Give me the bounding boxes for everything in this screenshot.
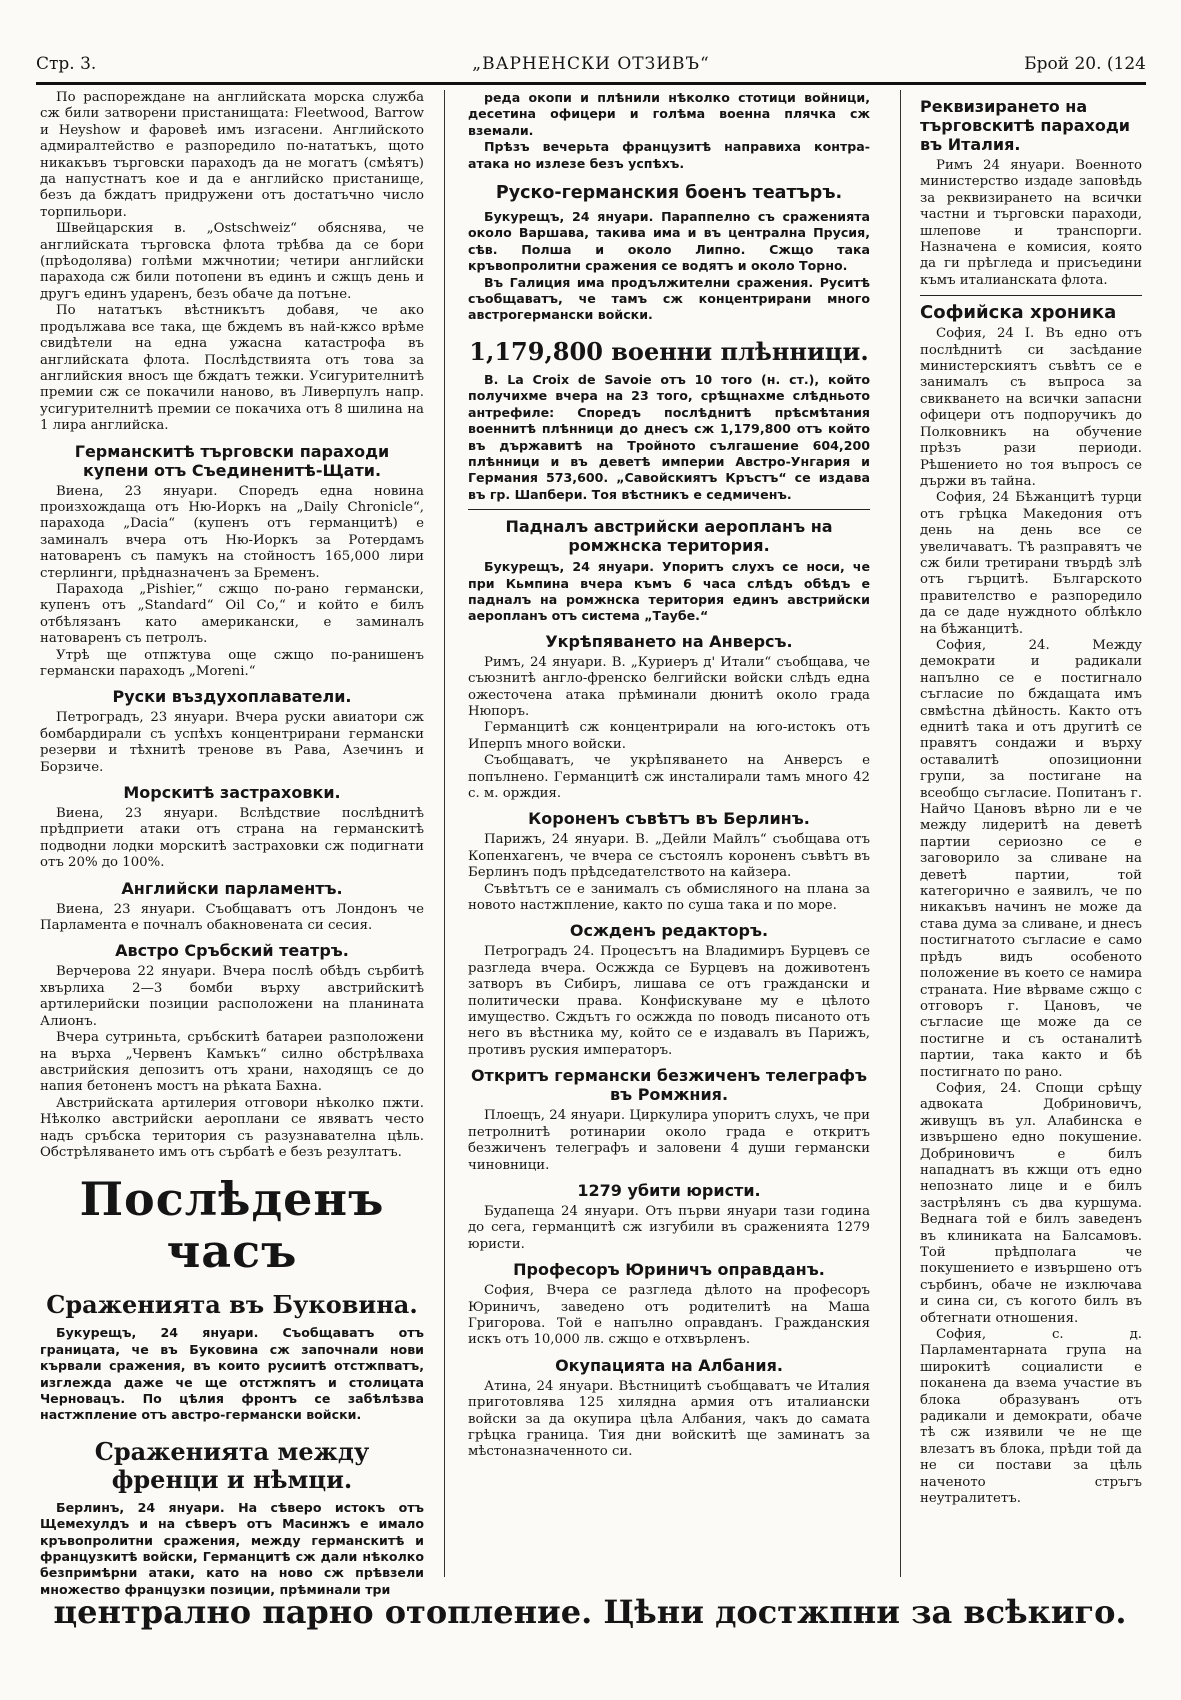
article-paragraph: Германцитѣ сж концентрирали на юго-истокъ отъ Иперпъ много войски. [468, 720, 870, 752]
article-heading: Германскитѣ търговски параходи купени отъ Съединенитѣ-Щати. [74, 441, 390, 480]
article-heading: Укрѣпяването на Анверсъ. [545, 631, 793, 651]
chronicle-paragraph: София, 24. Спощи срѣщу адвоката Добриновичъ, живущъ въ ул. Алабинска е извършено едно покушение. Добриновичъ е билъ нападнатъ въ кжщи отъ едно непознато лице и е билъ застрѣлянъ съ два куршума. Веднага той е билъ заведенъ въ клиниката на Балсамовъ. Той прѣдполага че покушението е извършено отъ сърбинъ, обаче не изключава и сина си, съ когото билъ въ обтегнати отношения. [920, 1080, 1142, 1326]
article-paragraph: В. La Croix de Savoie отъ 10 того (н. ст.), който получихме вчера на 23 того, срѣщнахме слѣдньото антрефиле: Споредъ послѣднитѣ прѣсмѣтания военнитѣ плѣнници до днесъ сж 1,179,800 отъ който въ държавитѣ на Тройното сългашение 604,200 плѣнници и въ деветѣ империи Австро-Унгария и Германия 573,600. „Савойскиятъ Кръстъ“ се издава въ гр. Шапбери. Тоя вѣстникъ е седмиченъ. [468, 371, 870, 502]
column-divider [444, 90, 445, 1577]
chronicle-paragraph: София, 24 Бѣжанцитѣ турци отъ грѣцка Македония отъ день на день все се увеличаватъ. Тѣ разправятъ че сж били третирани твърдѣ злѣ отъ гърцитѣ. Българското правителство е разпоредило да се даде нуждното облѣкло на бѣжанцитѣ. [920, 490, 1142, 637]
article-paragraph: По нататъкъ вѣстникътъ добавя, че ако продължава все така, ще бждемъ въ най-кжсо врѣме свидѣтели на една ужасна катастрофа въ английската флота. Послѣдствията отъ това за английския вносъ ще бждатъ тежки. Усигурителнитѣ премии сж се покачили наново, въ Ливерпулъ напр. усигурителнитѣ премии се покачиха отъ 8 шилина на 1 лира английска. [40, 303, 424, 434]
article-paragraph: Виена, 23 януари. Споредъ една новина произхождаща отъ Ню-Иоркъ на „Daily Chronicle“, парахода „Dacia“ (купенъ отъ германцитѣ) е заминалъ вчера отъ Ню-Иоркъ за Ротердамъ натоваренъ съ памукъ на стойностъ 165,000 лири стерлинги, прѣдназначенъ за Бременъ. [40, 483, 424, 581]
article-paragraph: Парахода „Pishier,“ сжщо по-рано германски, купенъ отъ „Standard“ Oil Co,“ и който е билъ отбѣлязанъ като американски, е заминалъ натоваренъ съ петролъ. [40, 581, 424, 647]
column-divider [900, 90, 901, 1577]
article-headline: Сраженията между френци и нѣмци. [94, 1436, 370, 1494]
article-paragraph: Прѣзъ вечерьта французитѣ направиха контра-атака но излезе безъ успѣхъ. [468, 139, 870, 171]
chronicle-paragraph: София, 24 I. Въ едно отъ послѣднитѣ си засѣдание министерскиятъ съвѣтъ се е занималъ съ въпроса за свикването на всички запасни офицери отъ подпоручикъ до Полковникъ на обучение прѣзъ рази периоди. Рѣшението но тоя въпросъ се държи въ тайна. [920, 326, 1142, 489]
article-heading: Руски въздухоплаватели. [112, 687, 352, 707]
last-hour-masthead: Послѣденъ часъ [79, 1172, 385, 1279]
article-heading: Английски парламентъ. [121, 878, 343, 898]
article-heading: Професоръ Юриничъ оправданъ. [513, 1260, 825, 1280]
page-number: Стр. 3. [36, 54, 97, 74]
article-paragraph: Въ Галиция има продължителни сражения. Руситѣ съобщаватъ, че тамъ сж концентрирани много австрогермански войски. [468, 274, 870, 323]
article-paragraph: София, Вчера се разгледа дѣлото на професоръ Юриничъ, заведено отъ родителитѣ на Маша Григорова. Той е напълно оправданъ. Гражданския искъ отъ 10,000 лв. сжщо е отхвърленъ. [468, 1283, 870, 1348]
article-headline: 1,179,800 военни плѣнници. [469, 336, 869, 366]
article-paragraph: Букурещъ, 24 януари. Упоритъ слухъ се носи, че при Кьмпина вчера къмъ 6 часа слѣдъ обѣдъ е падналъ на ромжнска територия единъ австрийски аеропланъ отъ система „Таубе.“ [468, 559, 870, 624]
divider [468, 509, 870, 510]
article-heading: Падналъ австрийски аеропланъ на ромжнска територия. [505, 517, 833, 556]
article-paragraph: Верчерова 22 януари. Вчера послѣ обѣдъ сърбитѣ хвърлиха 2—3 бомби върху австрийскитѣ артилерийски позиции расположени на планината Алионъ. [40, 964, 424, 1029]
article-paragraph: Букурещъ, 24 януари. Съобщаватъ отъ границата, че въ Буковина сж започнали нови кървали сражения, въ които русиитѣ отстжпватъ, изглежда даже че ще отстжпятъ и столицата Черновацъ. По цѣлия фронтъ се забѣлѣзва настжпление отъ австро-германски войски. [40, 1325, 424, 1423]
article-heading: Руско-германския боенъ театъръ. [495, 183, 843, 204]
article-headline: Сраженията въ Буковина. [46, 1290, 418, 1320]
article-paragraph: Парижъ, 24 януари. В. „Дейли Майлъ“ съобщава отъ Копенхагенъ, че вчера се състоялъ короненъ съвѣтъ въ Берлинъ подъ прѣдседателството на кайзера. [468, 832, 870, 881]
article-heading: Откритъ германски безжиченъ телеграфъ въ Ромжния. [470, 1066, 868, 1105]
article-paragraph: Берлинъ, 24 януари. На сѣверо истокъ отъ Щемехулдъ и на сѣверъ отъ Масинжъ е имало кръвопролитни сражения, между германскитѣ и французкитѣ войски, Германцитѣ сж дали нѣколко безпримѣрни атаки, като на ново сж прѣвзели множество французки позиции, прѣминали три [40, 1499, 424, 1597]
divider [920, 295, 1142, 296]
newspaper-title: „ВАРНЕНСКИ ОТЗИВЪ“ [472, 54, 710, 74]
article-paragraph: Австрийската артилерия отговори нѣколко пжти. Нѣколко австрийски аероплани се явяватъ често надъ сръбска територия съ разузнавателна цѣль. Обстрѣляването имъ отъ сърбатѣ е безъ резултатъ. [40, 1095, 424, 1160]
chronicle-paragraph: София, с. д. Парламентарната група на широкитѣ социалисти е поканена да взема участие въ блока образуванъ отъ радикали и демократи, обаче тѣ сж изявили че не ще влезатъ въ блока, прѣди той да не си постави за цѣль наченото стръгъ неутралитетъ. [920, 1327, 1142, 1507]
article-paragraph: Съвѣтътъ се е занималъ съ обмисляного на плана за новото настжпление, както по суша така и по море. [468, 881, 870, 914]
article-paragraph: Вчера сутриньта, сръбскитѣ батареи разположени на върха „Червенъ Камъкъ“ силно обстрѣлваха австрийския депозитъ отъ храни, находящъ се до напия бетоненъ мостъ на рѣката Бахна. [40, 1030, 424, 1095]
column-2 [468, 90, 870, 1577]
article-paragraph: Петроградъ 24. Процесътъ на Владимиръ Бурцевъ се разгледа вчера. Осжжда се Бурцевъ на доживотенъ затворъ въ Сибиръ, лишава се отъ граждански и политически права. Конфискуване му е цѣлото имущество. Сждътъ го осжжда по поводъ писаното отъ него въ вѣстника му, който се е издавалъ въ Парижъ, противъ руския императоръ. [468, 944, 870, 1058]
article-heading: Морскитѣ застраховки. [123, 783, 341, 803]
article-heading: Осжденъ редакторъ. [569, 921, 769, 941]
article-paragraph: По распореждане на английската морска служба сж били затворени пристанищата: Fleetwood, Barrow и Heyshow и фаровеѣ имъ изгасени. Английското адмиралтейство е разпоредило по-нататъкъ, щото никакъвъ търговски параходъ да не могатъ (смѣятъ) да напустнатъ кое и да е английско пристанище, безъ да бждатъ придружени отъ достатъчно число торпильори. [40, 90, 424, 220]
article-heading: 1279 убити юристи. [577, 1180, 761, 1200]
issue-number: Брой 20. (124 [1024, 54, 1146, 74]
article-paragraph: реда окопи и плѣнили нѣколко стотици войници, десетина офицери и голѣма военна плячка сж вземали. [468, 90, 870, 138]
article-paragraph: Виена, 23 януари. Съобщаватъ отъ Лондонъ че Парламента е почналъ обакновената си сесия. [40, 901, 424, 934]
article-paragraph: Петроградъ, 23 януари. Вчера руски авиатори сж бомбардирали съ успѣхъ концентрирани германски резерви и тѣхнитѣ тренове въ Рава, Азечинъ и Борзиче. [40, 710, 424, 775]
article-paragraph: Утрѣ ще отпжтува още сжщо по-ранишенъ германски параходъ „Moreni.“ [40, 647, 424, 679]
article-heading: Окупацията на Албания. [555, 1355, 783, 1375]
article-paragraph: Римъ, 24 януари. В. „Куриеръ д' Итали“ съобщава, че съюзнитѣ англо-френско белгийски войски слѣдъ една ожесточена атака прѣминали дюнитѣ около града Нюпоръ. [468, 654, 870, 719]
article-paragraph: Виена, 23 януари. Вслѣдствие послѣднитѣ прѣдприети атаки отъ страна на германскитѣ подводни лодки морскитѣ застраховки сж подигнати отъ 20% до 100%. [40, 806, 424, 871]
footer-advertisement: централно парно отопление. Цѣни достжпни за всѣкиго. [53, 1593, 1127, 1631]
article-heading: Австро Сръбский театръ. [115, 941, 349, 961]
chronicle-paragraph: София, 24. Между демократи и радикали напълно се е постигнало съгласие по бждащата имъ свмѣстна дѣйность. Както отъ еднитѣ така и отъ другитѣ се правятъ сондажи и върху оставалитѣ опозиционни групи, за постигане на всеобщо съгласие. Попитанъ г. Найчо Цановъ вѣрно ли е че между лидеритѣ на деветѣ партии сериозно се е заговорило за сливане на деветѣ партии, той категорично е заявилъ, че по никакъвъ начинъ не може да става дума за сливане, и днесъ постигнатото съгласие е само прѣдъ видъ особеното положение въ което се намира страната. Ние вѣрваме сжщо с отговоръ г. Цановъ, че съгласие ще може да се постигне и съ останалитѣ партии, така както и бѣ постигнато по рано. [920, 637, 1142, 1080]
article-paragraph: Будапеща 24 януари. Отъ първи януари тази година до сега, германцитѣ сж изгубили въ сраженията 1279 юристи. [468, 1203, 870, 1252]
article-paragraph: Швейцарския в. „Ostschweiz“ обяснява, че английската търговска флота трѣбва да се бори (прѣодолява) голѣми мжчнотии; четири английски парахода сж били потопени въ единъ и сжщъ день и другъ единъ ударенъ, безъ обаче да потъне. [40, 221, 424, 302]
article-paragraph: Съобщаватъ, че укрѣпяването на Анверсъ е попълнено. Германцитѣ сж инсталирали тамъ много 42 с. м. орждия. [468, 753, 870, 801]
article-paragraph: Плоещъ, 24 януари. Циркулира упоритъ слухъ, че при петролнитѣ ротинарии около града е откритъ безжиченъ телеграфъ и заловени 4 души германски чиновници. [468, 1108, 870, 1173]
column-3 [920, 90, 1142, 1577]
article-heading: Реквизирането на търговскитѣ параходи въ Италия. [920, 97, 1130, 154]
article-heading: Короненъ съвѣтъ въ Берлинъ. [528, 809, 810, 829]
column-1 [40, 90, 424, 1597]
article-paragraph: Римъ 24 януари. Военното министерство издаде заповѣдь за реквизирането на всички частни и търговски параходи, шлепове и транспорги. Назначена е комисия, която да ги прѣгледа и присъедини къмъ италианската флота. [920, 158, 1142, 288]
page-header [36, 48, 1146, 85]
section-heading: Софийска хроника [920, 302, 1117, 324]
article-paragraph: Атина, 24 януари. Вѣстницитѣ съобщаватъ че Италия приготовлява 125 хилядна армия отъ италиански войски за да окупира цѣла Албания, чакъ до самата грѣцка граница. Тия дни войскитѣ ще заминатъ за мѣстоназначенното си. [468, 1378, 870, 1460]
article-paragraph: Букурещъ, 24 януари. Параппелно съ сраженията около Варшава, такива има и въ централна Прусия, сѣв. Полша и около Липно. Сжщо така кръвопролитни сражения се водятъ и около Торно. [468, 209, 870, 274]
